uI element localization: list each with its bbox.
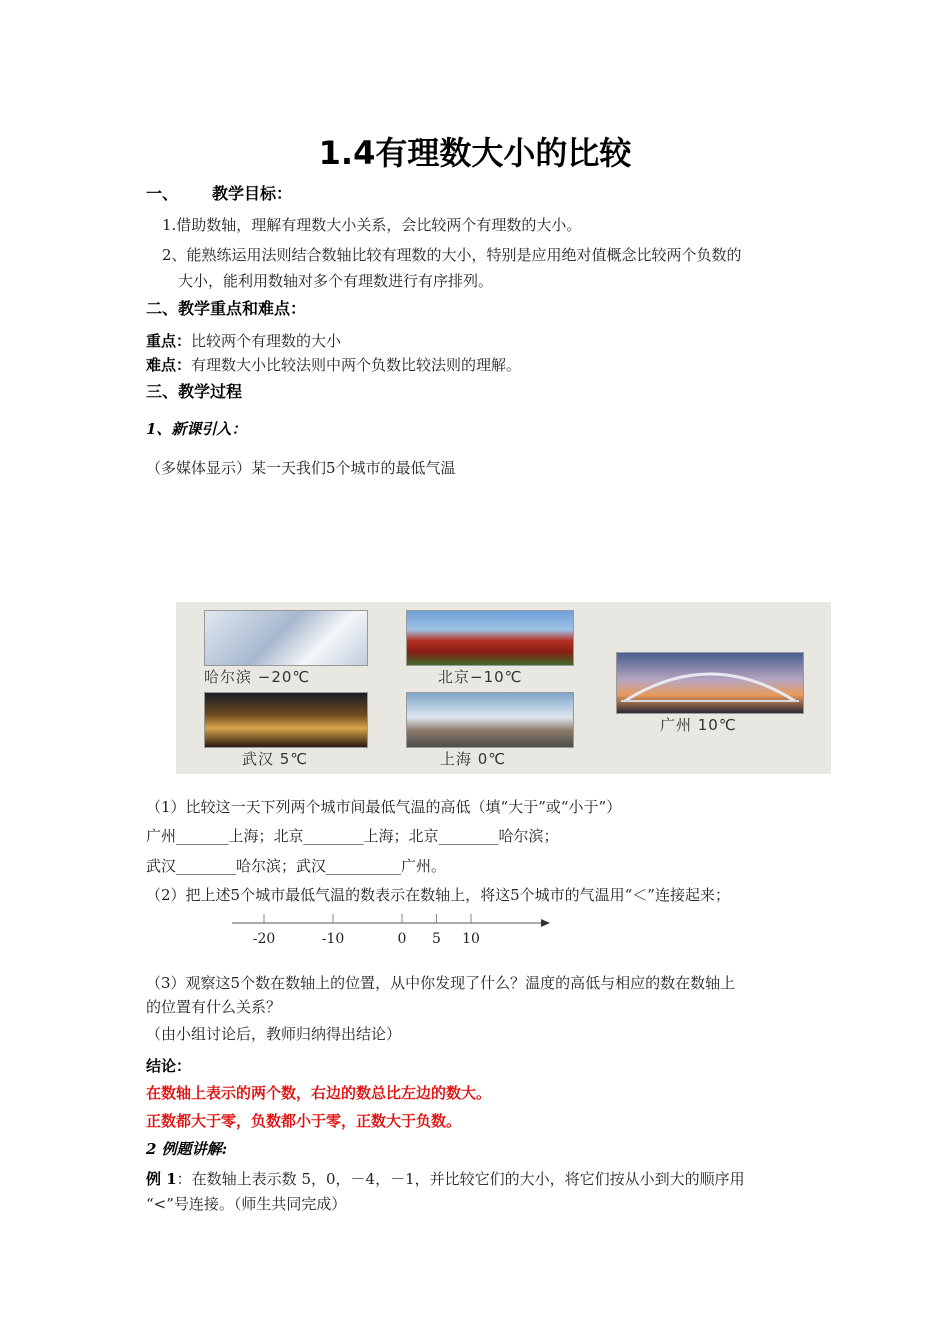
- subsection-examples: 2 例题讲解:: [146, 1140, 228, 1158]
- harbin-caption: 哈尔滨 −20℃: [204, 668, 311, 686]
- harbin-photo: [204, 610, 368, 666]
- shanghai-caption: 上海 0℃: [440, 750, 507, 768]
- goal-2-continued: 大小，能利用数轴对多个有理数进行有序排列。: [178, 272, 494, 290]
- example-1-continued: “<”号连接。（师生共同完成）: [146, 1195, 347, 1213]
- axis-tick-label-2: 0: [397, 931, 407, 947]
- axis-arrow-icon: [541, 919, 550, 927]
- axis-tick-label-1: -10: [321, 931, 345, 947]
- difficult-point-label: 难点：: [146, 356, 192, 374]
- example-1-label: 例 1: [146, 1170, 177, 1188]
- subsection-intro: 1、新课引入：: [146, 420, 247, 438]
- section-1-heading: 教学目标：: [212, 184, 293, 203]
- wuhan-caption: 武汉 5℃: [242, 750, 309, 768]
- number-line: [228, 906, 558, 950]
- example-1-text: ：在数轴上表示数 5，0，－4，－1，并比较它们的大小，将它们按从小到大的顺序用: [176, 1170, 745, 1188]
- difficult-point-text: 有理数大小比较法则中两个负数比较法则的理解。: [191, 356, 522, 374]
- shanghai-photo: [406, 692, 574, 748]
- intro-text: （多媒体显示）某一天我们5个城市的最低气温: [146, 459, 456, 477]
- section-2-heading: 二、教学重点和难点：: [146, 299, 307, 318]
- question-3-continued: 的位置有什么关系？: [146, 998, 282, 1016]
- goal-2: 2、能熟练运用法则结合数轴比较有理数的大小，特别是应用绝对值概念比较两个负数的: [162, 246, 742, 264]
- number-line-axis: [228, 906, 558, 950]
- fill-in-line-1: 广州_______上海；北京________上海；北京________哈尔滨；: [146, 827, 559, 845]
- key-point-label: 重点：: [146, 332, 192, 350]
- wuhan-photo: [204, 692, 368, 748]
- question-2: （2）把上述5个城市最低气温的数表示在数轴上，将这5个城市的气温用“＜”连接起来；: [146, 886, 730, 904]
- axis-tick-label-0: -20: [252, 931, 276, 947]
- guangzhou-photo: [616, 652, 804, 714]
- guangzhou-caption: 广州 10℃: [660, 716, 737, 734]
- example-1: [146, 1168, 745, 1189]
- bridge-arch-graphic: [617, 653, 803, 713]
- key-point: [146, 330, 341, 351]
- axis-tick-label-4: 10: [462, 931, 480, 947]
- conclusion-2: 正数都大于零，负数都小于零，正数大于负数。: [146, 1112, 462, 1130]
- discussion-note: （由小组讨论后，教师归纳得出结论）: [146, 1025, 402, 1043]
- question-1: （1）比较这一天下列两个城市间最低气温的高低（填“大于”或“小于”）: [146, 798, 622, 816]
- fill-in-line-2: 武汉________哈尔滨；武汉__________广州。: [146, 857, 447, 875]
- beijing-caption: 北京−10℃: [438, 668, 523, 686]
- city-temperature-figure: [176, 602, 831, 774]
- page-title: 1.4有理数大小的比较: [318, 134, 632, 172]
- conclusion-1: 在数轴上表示的两个数，右边的数总比左边的数大。: [146, 1084, 492, 1102]
- key-point-text: 比较两个有理数的大小: [191, 332, 342, 350]
- beijing-photo: [406, 610, 574, 666]
- axis-tick-label-3: 5: [432, 931, 441, 947]
- section-3-heading: [146, 379, 242, 402]
- section-1-number: 一、: [146, 184, 179, 203]
- section-3-text: 三、教学过程: [146, 382, 243, 401]
- question-3: （3）观察这5个数在数轴上的位置，从中你发现了什么？温度的高低与相应的数在数轴上: [146, 974, 736, 992]
- conclusion-label: 结论：: [146, 1057, 192, 1075]
- goal-1: 1.借助数轴，理解有理数大小关系，会比较两个有理数的大小。: [162, 216, 582, 234]
- difficult-point: [146, 354, 521, 375]
